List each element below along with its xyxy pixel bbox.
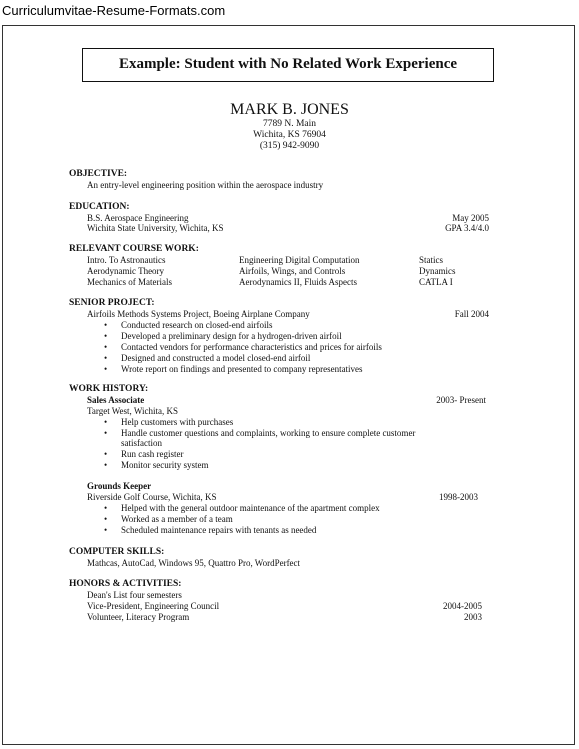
resume-page <box>2 25 575 745</box>
coursework-heading: RELEVANT COURSE WORK: <box>69 244 199 254</box>
project-date: Fall 2004 <box>454 309 489 319</box>
job-bullet: • Run cash register <box>121 449 183 459</box>
education-date: May 2005 <box>452 213 489 223</box>
education-gpa: GPA 3.4/4.0 <box>445 223 489 233</box>
honor-date: 2004-2005 <box>443 601 482 611</box>
candidate-name: MARK B. JONES <box>230 101 349 118</box>
job-title: Sales Associate <box>87 395 145 405</box>
honor-item: Volunteer, Literacy Program <box>87 612 190 622</box>
project-bullet: • Contacted vendors for performance characteristics and prices for airfoils <box>121 342 382 352</box>
job-bullet: • Worked as a member of a team <box>121 514 233 524</box>
honor-item: Dean's List four semesters <box>87 590 182 600</box>
education-heading: EDUCATION: <box>69 202 130 212</box>
course-item: Engineering Digital Computation <box>239 255 360 265</box>
job-employer: Target West, Wichita, KS <box>87 406 179 416</box>
skills-text: Mathcas, AutoCad, Windows 95, Quattro Pro, WordPerfect <box>87 558 301 568</box>
honor-date: 2003 <box>464 612 482 622</box>
job-bullet: • Monitor security system <box>121 460 209 470</box>
project-bullet: • Designed and constructed a model closed-end airfoil <box>121 353 310 363</box>
job-bullet: • Handle customer questions and complaints, working to ensure complete customer <box>121 428 415 438</box>
city-address: Wichita, KS 76904 <box>253 130 326 140</box>
course-item: Dynamics <box>419 266 456 276</box>
job-bullet: • Help customers with purchases <box>121 417 233 427</box>
course-item: Airfoils, Wings, and Controls <box>239 266 346 276</box>
course-item: Aerodynamic Theory <box>87 266 165 276</box>
job-date: 1998-2003 <box>439 492 478 502</box>
street-address: 7789 N. Main <box>262 119 317 129</box>
project-bullet: • Developed a preliminary design for a hydrogen-driven airfoil <box>121 331 342 341</box>
site-watermark-label: Curriculumvitae-Resume-Formats.com <box>2 3 226 18</box>
course-item: Aerodynamics II, Fluids Aspects <box>239 277 357 287</box>
skills-heading: COMPUTER SKILLS: <box>69 547 165 557</box>
project-bullet: • Conducted research on closed-end airfoils <box>121 320 272 330</box>
objective-text: An entry-level engineering position within the aerospace industry <box>87 180 324 190</box>
job-employer: Riverside Golf Course, Wichita, KS <box>87 492 217 502</box>
work-heading: WORK HISTORY: <box>69 384 149 394</box>
education-degree: B.S. Aerospace Engineering <box>87 213 189 223</box>
project-heading: SENIOR PROJECT: <box>69 298 155 308</box>
honors-heading: HONORS & ACTIVITIES: <box>69 579 182 589</box>
job-title: Grounds Keeper <box>87 481 152 491</box>
objective-heading: OBJECTIVE: <box>69 169 128 179</box>
honor-item: Vice-President, Engineering Council <box>87 601 220 611</box>
job-bullet-wrap: satisfaction <box>121 438 162 448</box>
job-date: 2003- Present <box>436 395 486 405</box>
project-bullet: • Wrote report on findings and presented to company representatives <box>121 364 363 374</box>
phone-number: (315) 942-9090 <box>259 141 320 151</box>
job-bullet: • Helped with the general outdoor maintenance of the apartment complex <box>121 503 380 513</box>
course-item: Intro. To Astronautics <box>87 255 166 265</box>
example-banner: Example: Student with No Related Work Experience <box>82 48 494 82</box>
course-item: Statics <box>419 255 443 265</box>
education-school: Wichita State University, Wichita, KS <box>87 223 224 233</box>
project-title: Airfoils Methods Systems Project, Boeing Airplane Company <box>87 309 310 319</box>
course-item: CATLA I <box>419 277 453 287</box>
job-bullet: • Scheduled maintenance repairs with tenants as needed <box>121 525 316 535</box>
course-item: Mechanics of Materials <box>87 277 172 287</box>
